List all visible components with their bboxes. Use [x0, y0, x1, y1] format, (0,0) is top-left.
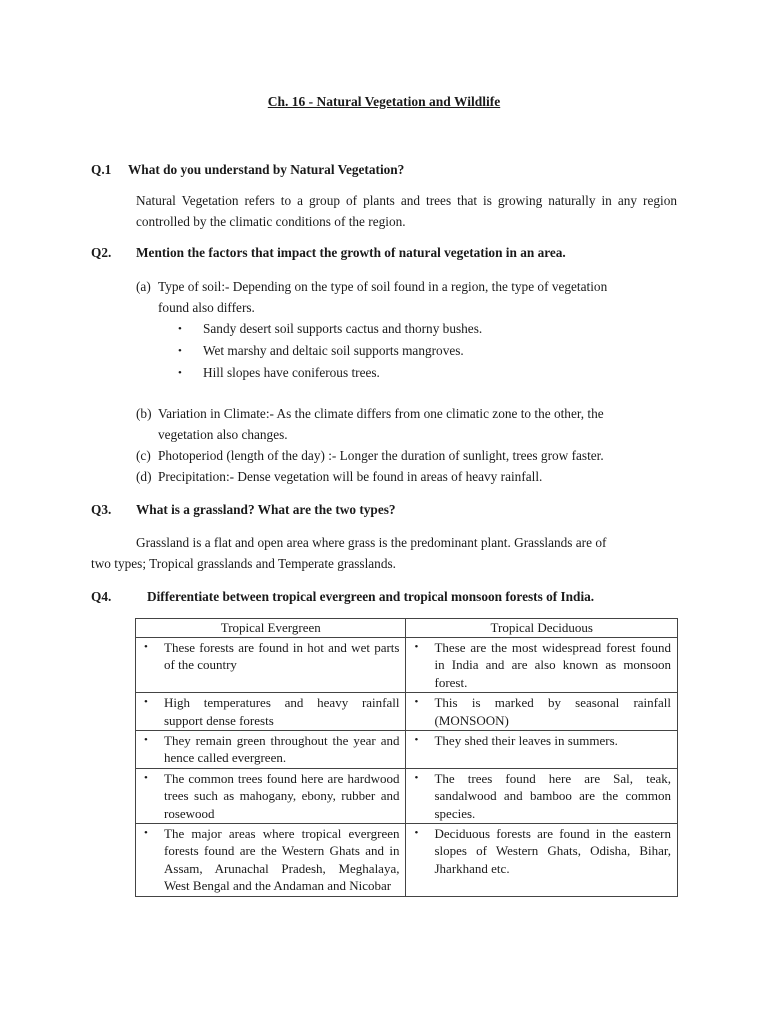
bullet-icon: • [414, 734, 419, 747]
list-item: Sandy desert soil supports cactus and thorny bushes. [203, 321, 483, 336]
factor-precipitation: Precipitation:- Dense vegetation will be found in areas of heavy rainfall. [158, 469, 543, 484]
bullet-icon: • [144, 641, 148, 653]
page-title: Ch. 16 - Natural Vegetation and Wildlife [267, 94, 501, 109]
factor-photoperiod: Photoperiod (length of the day) :- Longer the duration of sunlight, trees grow faster. [158, 448, 604, 463]
comparison-table [135, 618, 678, 897]
bullet-icon: • [144, 734, 148, 747]
table-cell: The common trees found here are hardwood trees such as mahogany, ebony, rubber and rosewood [164, 770, 400, 821]
factor-soil-line-1: Type of soil:- Depending on the type of soil found in a region, the type of vegetation [158, 279, 608, 294]
bullet-icon: • [414, 827, 419, 840]
bullet-icon: • [178, 345, 182, 357]
question-number: Q.1 [91, 162, 112, 177]
question-number: Q2. [91, 245, 112, 260]
table-cell: These forests are found in hot and wet parts of the country [164, 640, 400, 673]
list-item: Hill slopes have coniferous trees. [203, 365, 380, 380]
table-row [136, 768, 678, 823]
bullet-icon: • [144, 771, 148, 784]
list-label: (c) [136, 448, 151, 463]
list-item: Wet marshy and deltaic soil supports mangroves. [203, 343, 464, 358]
list-label: (b) [136, 406, 152, 421]
question-number: Q3. [91, 502, 112, 517]
list-label: (a) [136, 279, 151, 294]
bullet-icon: • [178, 367, 182, 379]
factor-climate-line-2: vegetation also changes. [158, 427, 288, 442]
bullet-icon: • [144, 696, 148, 709]
table-row [136, 824, 678, 897]
table-header-row [136, 619, 678, 638]
bullet-icon: • [414, 771, 419, 784]
table-cell: Deciduous forests are found in the eastern slopes of Western Ghats, Odisha, Bihar, Jharkhand etc. [434, 826, 671, 876]
question-text: Differentiate between tropical evergreen and tropical monsoon forests of India. [147, 589, 595, 604]
bullet-icon: • [178, 323, 182, 335]
answer-line-1: Grassland is a flat and open area where grass is the predominant plant. Grasslands are of [136, 535, 607, 550]
bullet-icon: • [414, 696, 419, 709]
table-cell: They shed their leaves in summers. [434, 733, 618, 749]
table-cell: This is marked by seasonal rainfall (MONSOON) [434, 695, 671, 728]
table-cell: They remain green throughout the year and hence called evergreen. [164, 733, 400, 766]
column-header: Tropical Deciduous [406, 619, 678, 638]
table-row [136, 693, 678, 731]
question-text: Mention the factors that impact the growth of natural vegetation in an area. [136, 245, 566, 260]
answer-text: Natural Vegetation refers to a group of plants and trees that is growing naturally in any region controlled by the climatic conditions of the region. [136, 193, 677, 229]
factor-climate-line-1: Variation in Climate:- As the climate differs from one climatic zone to the other, the [158, 406, 604, 421]
table-row [136, 638, 678, 693]
table-cell: High temperatures and heavy rainfall support dense forests [164, 695, 400, 728]
table-row [136, 731, 678, 769]
factor-soil-line-2: found also differs. [158, 300, 255, 315]
column-header: Tropical Evergreen [136, 619, 406, 638]
bullet-icon: • [414, 641, 419, 653]
table-cell: These are the most widespread forest found in India and are also known as monsoon forest. [434, 640, 671, 690]
list-label: (d) [136, 469, 152, 484]
bullet-icon: • [144, 827, 148, 840]
question-text: What is a grassland? What are the two types? [136, 502, 396, 517]
answer-line-2: two types; Tropical grasslands and Temperate grasslands. [91, 556, 396, 571]
question-text: What do you understand by Natural Vegetation? [128, 162, 405, 177]
table-cell: The trees found here are Sal, teak, sandalwood and bamboo are the common species. [434, 770, 671, 821]
question-number: Q4. [91, 589, 112, 604]
table-cell: The major areas where tropical evergreen forests found are the Western Ghats and in Assam, Arunachal Pradesh, Meghalaya, West Bengal and the Andaman and Nicobar [164, 826, 400, 894]
